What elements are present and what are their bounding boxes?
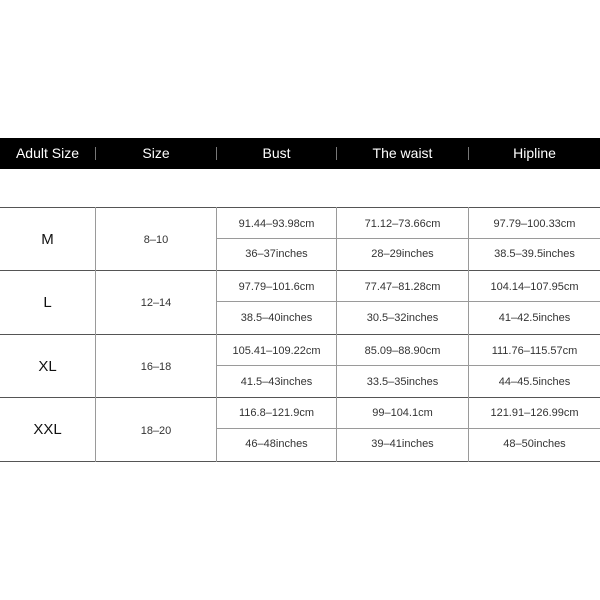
waist-inches-cell: 28–29inches: [371, 248, 434, 260]
bust-cm-cell: 105.41–109.22cm: [232, 345, 321, 357]
row-border: [0, 334, 600, 335]
header-hipline: Hipline: [513, 145, 556, 161]
adult-size-cell: L: [43, 294, 52, 311]
bust-inches-cell: 41.5–43inches: [240, 376, 313, 388]
waist-inches-cell: 33.5–35inches: [366, 376, 439, 388]
header-bust: Bust: [262, 145, 291, 161]
adult-size-cell: XL: [38, 358, 57, 375]
header-adult-size: Adult Size: [15, 145, 80, 161]
waist-inches-cell: 39–41inches: [371, 438, 434, 450]
size-range-cell: 12–14: [140, 297, 172, 309]
cell-border: [217, 301, 600, 302]
adult-size-cell: XXL: [33, 421, 62, 438]
size-table: [0, 207, 600, 462]
hip-inches-cell: 38.5–39.5inches: [494, 248, 575, 260]
bust-inches-cell: 36–37inches: [245, 248, 308, 260]
size-range-cell: 16–18: [140, 361, 172, 373]
hip-cm-cell: 104.14–107.95cm: [490, 281, 579, 293]
bust-cm-cell: 97.79–101.6cm: [238, 281, 315, 293]
hip-inches-cell: 48–50inches: [503, 438, 566, 450]
column-border: [336, 207, 337, 462]
bust-inches-cell: 46–48inches: [245, 438, 308, 450]
hip-cm-cell: 111.76–115.57cm: [491, 345, 578, 357]
hip-cm-cell: 121.91–126.99cm: [490, 407, 579, 419]
cell-border: [217, 365, 600, 366]
column-border: [468, 207, 469, 462]
waist-cm-cell: 85.09–88.90cm: [364, 345, 441, 357]
bust-inches-cell: 38.5–40inches: [240, 312, 313, 324]
bust-cm-cell: 91.44–93.98cm: [238, 218, 315, 230]
size-range-cell: 8–10: [143, 234, 169, 246]
table-header: [0, 138, 600, 169]
adult-size-cell: M: [41, 231, 54, 248]
column-border: [216, 207, 217, 462]
header-size: Size: [142, 145, 170, 161]
hip-inches-cell: 44–45.5inches: [498, 376, 571, 388]
waist-cm-cell: 99–104.1cm: [372, 407, 433, 419]
row-border: [0, 270, 600, 271]
waist-cm-cell: 71.12–73.66cm: [364, 218, 441, 230]
waist-inches-cell: 30.5–32inches: [366, 312, 439, 324]
bust-cm-cell: 116.8–121.9cm: [238, 407, 315, 419]
hip-cm-cell: 97.79–100.33cm: [493, 218, 576, 230]
waist-cm-cell: 77.47–81.28cm: [364, 281, 441, 293]
hip-inches-cell: 41–42.5inches: [498, 312, 571, 324]
row-border: [0, 397, 600, 398]
cell-border: [217, 428, 600, 429]
row-border: [0, 461, 600, 462]
size-range-cell: 18–20: [140, 425, 172, 437]
row-border: [0, 207, 600, 208]
header-waist: The waist: [372, 145, 433, 161]
cell-border: [217, 238, 600, 239]
